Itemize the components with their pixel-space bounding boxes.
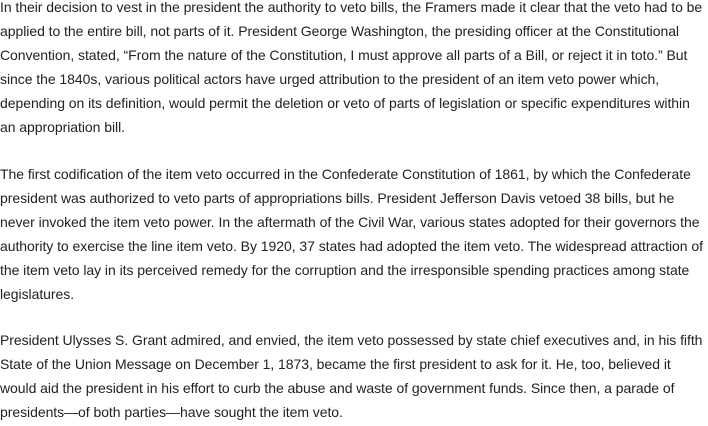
paragraph-grant-item-veto: President Ulysses S. Grant admired, and envied, the item veto possessed by state chief executives and, in his fifth State of the Union Message on December 1, 1873, became the first president to ask for it. He, too, believed it would aid the president in his effort to curb the abuse and waste of government funds. Since then, a parade of presidents—of both parties—have sought the item veto. bbox=[0, 332, 703, 420]
paragraph-confederate-item-veto: The first codification of the item veto occurred in the Confederate Constitution of 1861, by which the Confederate president was authorized to veto parts of appropriations bills. President Jefferson Davis vetoed 38 bills, but he never invoked the item veto power. In the aftermath of the Civil War, various states adopted for their governors the authority to exercise the line item veto. By 1920, 37 states had adopted the item veto. The widespread attraction of the item veto lay in its perceived remedy for the corruption and the irresponsible spending practices among state legislatures. bbox=[0, 166, 703, 302]
paragraph-framers-veto: In their decision to vest in the president the authority to veto bills, the Framers made it clear that the veto had to be applied to the entire bill, not parts of it. President George Washington, the presiding officer at the Constitutional Convention, stated, “From the nature of the Constitution, I must approve all parts of a Bill, or reject it in toto.” But since the 1840s, various political actors have urged attribution to the president of an item veto power which, depending on its definition, would permit the deletion or veto of parts of legislation or specific expenditures within an appropriation bill. bbox=[0, 0, 703, 135]
